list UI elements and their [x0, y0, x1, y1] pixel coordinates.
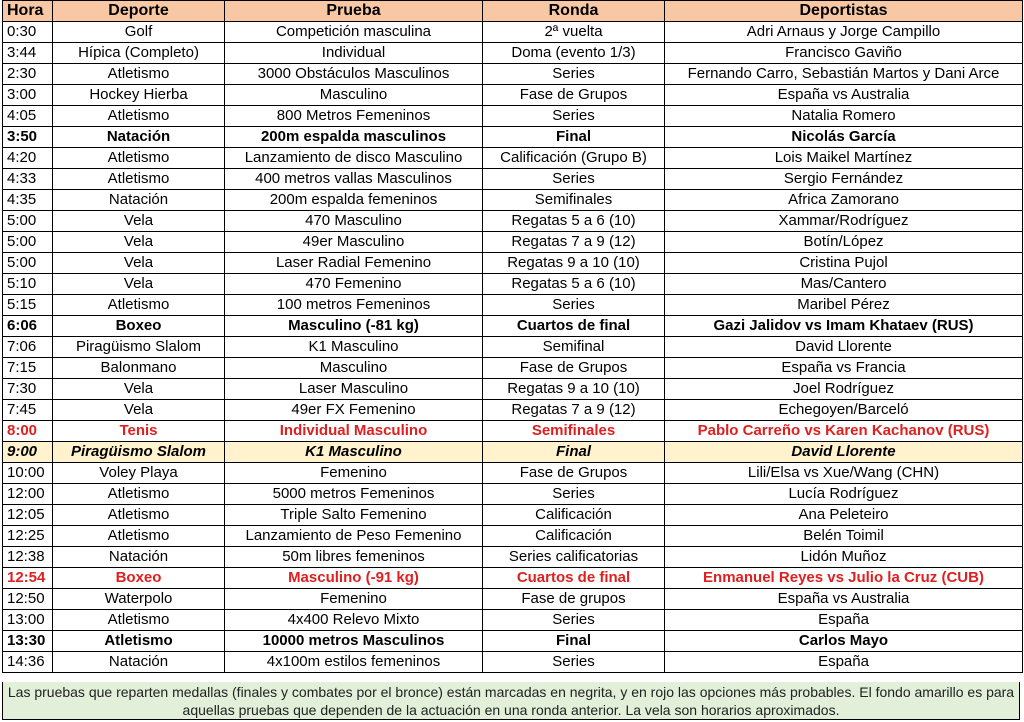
cell-deportistas: Lucía Rodríguez — [665, 484, 1023, 505]
cell-prueba: 400 metros vallas Masculinos — [225, 169, 483, 190]
cell-hora: 12:54 — [3, 568, 53, 589]
cell-ronda: Series — [483, 64, 665, 85]
table-row — [3, 631, 1023, 652]
cell-ronda: Regatas 9 a 10 (10) — [483, 379, 665, 400]
cell-hora: 13:00 — [3, 610, 53, 631]
cell-deporte: Piragüismo Slalom — [53, 442, 225, 463]
cell-prueba: 100 metros Femeninos — [225, 295, 483, 316]
cell-ronda: Series — [483, 610, 665, 631]
cell-prueba: 49er FX Femenino — [225, 400, 483, 421]
cell-hora: 3:00 — [3, 85, 53, 106]
cell-ronda: Regatas 5 a 6 (10) — [483, 274, 665, 295]
header-deportistas: Deportistas — [665, 1, 1023, 22]
cell-deporte: Atletismo — [53, 295, 225, 316]
cell-deportistas: Gazi Jalidov vs Imam Khataev (RUS) — [665, 316, 1023, 337]
cell-deportistas: Fernando Carro, Sebastián Martos y Dani Arce — [665, 64, 1023, 85]
cell-prueba: Individual — [225, 43, 483, 64]
cell-deportistas: Nicolás García — [665, 127, 1023, 148]
cell-deportistas: Maribel Pérez — [665, 295, 1023, 316]
cell-deportistas: Africa Zamorano — [665, 190, 1023, 211]
table-row — [3, 22, 1023, 43]
cell-deportistas: David Llorente — [665, 442, 1023, 463]
table-row — [3, 526, 1023, 547]
cell-deportistas: Pablo Carreño vs Karen Kachanov (RUS) — [665, 421, 1023, 442]
cell-ronda: Final — [483, 442, 665, 463]
table-row — [3, 547, 1023, 568]
cell-prueba: 200m espalda femeninos — [225, 190, 483, 211]
cell-hora: 5:00 — [3, 232, 53, 253]
cell-deporte: Atletismo — [53, 64, 225, 85]
cell-deporte: Atletismo — [53, 505, 225, 526]
cell-deportistas: Francisco Gaviño — [665, 43, 1023, 64]
cell-deportistas: España vs Australia — [665, 85, 1023, 106]
cell-hora: 4:33 — [3, 169, 53, 190]
cell-deporte: Atletismo — [53, 526, 225, 547]
cell-deportistas: Sergio Fernández — [665, 169, 1023, 190]
footnote: Las pruebas que reparten medallas (finales y combates por el bronce) están marcadas en negrita, y en rojo las opciones más probables. El fondo amarillo es para aquellas pruebas que dependen de la actuación en una ronda anterior. La vela son horarios aproximados. — [2, 682, 1020, 720]
cell-prueba: 470 Masculino — [225, 211, 483, 232]
cell-prueba: Femenino — [225, 589, 483, 610]
cell-prueba: Lanzamiento de Peso Femenino — [225, 526, 483, 547]
cell-deportistas: Botín/López — [665, 232, 1023, 253]
cell-deportistas: Xammar/Rodríguez — [665, 211, 1023, 232]
cell-hora: 13:30 — [3, 631, 53, 652]
cell-deporte: Atletismo — [53, 148, 225, 169]
cell-prueba: Laser Masculino — [225, 379, 483, 400]
cell-ronda: Calificación — [483, 526, 665, 547]
cell-deportistas: Ana Peleteiro — [665, 505, 1023, 526]
cell-hora: 5:00 — [3, 253, 53, 274]
cell-prueba: 5000 metros Femeninos — [225, 484, 483, 505]
cell-prueba: Masculino — [225, 358, 483, 379]
table-row — [3, 589, 1023, 610]
cell-prueba: K1 Masculino — [225, 337, 483, 358]
cell-prueba: Masculino — [225, 85, 483, 106]
cell-deporte: Hípica (Completo) — [53, 43, 225, 64]
cell-deporte: Vela — [53, 232, 225, 253]
cell-deporte: Tenis — [53, 421, 225, 442]
cell-prueba: 3000 Obstáculos Masculinos — [225, 64, 483, 85]
cell-hora: 3:44 — [3, 43, 53, 64]
cell-ronda: Regatas 5 a 6 (10) — [483, 211, 665, 232]
cell-hora: 12:38 — [3, 547, 53, 568]
cell-hora: 5:10 — [3, 274, 53, 295]
cell-ronda: Fase de Grupos — [483, 463, 665, 484]
cell-ronda: Series calificatorias — [483, 547, 665, 568]
cell-deporte: Vela — [53, 274, 225, 295]
cell-hora: 12:50 — [3, 589, 53, 610]
cell-hora: 9:00 — [3, 442, 53, 463]
cell-deporte: Natación — [53, 652, 225, 673]
cell-deporte: Atletismo — [53, 631, 225, 652]
cell-prueba: 50m libres femeninos — [225, 547, 483, 568]
cell-deportistas: Lidón Muñoz — [665, 547, 1023, 568]
cell-prueba: 470 Femenino — [225, 274, 483, 295]
table-row — [3, 211, 1023, 232]
cell-hora: 14:36 — [3, 652, 53, 673]
cell-hora: 5:00 — [3, 211, 53, 232]
cell-prueba: K1 Masculino — [225, 442, 483, 463]
cell-prueba: 49er Masculino — [225, 232, 483, 253]
header-ronda: Ronda — [483, 1, 665, 22]
cell-hora: 7:06 — [3, 337, 53, 358]
cell-deportistas: Joel Rodríguez — [665, 379, 1023, 400]
cell-deportistas: España — [665, 652, 1023, 673]
cell-prueba: Individual Masculino — [225, 421, 483, 442]
cell-deporte: Boxeo — [53, 316, 225, 337]
cell-ronda: Series — [483, 484, 665, 505]
cell-hora: 2:30 — [3, 64, 53, 85]
cell-deporte: Atletismo — [53, 169, 225, 190]
table-row — [3, 358, 1023, 379]
table-row — [3, 568, 1023, 589]
cell-hora: 7:30 — [3, 379, 53, 400]
cell-prueba: Lanzamiento de disco Masculino — [225, 148, 483, 169]
cell-ronda: Fase de Grupos — [483, 358, 665, 379]
cell-ronda: Final — [483, 127, 665, 148]
cell-hora: 12:25 — [3, 526, 53, 547]
cell-ronda: Cuartos de final — [483, 568, 665, 589]
cell-ronda: Series — [483, 295, 665, 316]
cell-hora: 4:35 — [3, 190, 53, 211]
cell-hora: 4:05 — [3, 106, 53, 127]
cell-deportistas: España vs Francia — [665, 358, 1023, 379]
table-row — [3, 127, 1023, 148]
header-deporte: Deporte — [53, 1, 225, 22]
cell-hora: 5:15 — [3, 295, 53, 316]
header-prueba: Prueba — [225, 1, 483, 22]
cell-deporte: Atletismo — [53, 106, 225, 127]
table-row — [3, 379, 1023, 400]
table-row — [3, 337, 1023, 358]
cell-deporte: Vela — [53, 211, 225, 232]
table-row — [3, 232, 1023, 253]
cell-hora: 10:00 — [3, 463, 53, 484]
cell-deporte: Natación — [53, 190, 225, 211]
cell-prueba: Femenino — [225, 463, 483, 484]
table-row — [3, 106, 1023, 127]
cell-hora: 12:00 — [3, 484, 53, 505]
cell-deportistas: Echegoyen/Barceló — [665, 400, 1023, 421]
cell-hora: 0:30 — [3, 22, 53, 43]
cell-deportistas: España vs Australia — [665, 589, 1023, 610]
cell-deportistas: Belén Toimil — [665, 526, 1023, 547]
cell-deportistas: Cristina Pujol — [665, 253, 1023, 274]
cell-deportistas: Carlos Mayo — [665, 631, 1023, 652]
cell-prueba: 4x100m estilos femeninos — [225, 652, 483, 673]
cell-ronda: Regatas 7 a 9 (12) — [483, 232, 665, 253]
cell-hora: 8:00 — [3, 421, 53, 442]
table-row — [3, 505, 1023, 526]
table-row — [3, 85, 1023, 106]
cell-prueba: Triple Salto Femenino — [225, 505, 483, 526]
table-row — [3, 442, 1023, 463]
cell-deporte: Vela — [53, 253, 225, 274]
cell-deporte: Vela — [53, 379, 225, 400]
cell-prueba: Masculino (-91 kg) — [225, 568, 483, 589]
cell-ronda: 2ª vuelta — [483, 22, 665, 43]
cell-ronda: Regatas 9 a 10 (10) — [483, 253, 665, 274]
table-row — [3, 253, 1023, 274]
cell-deporte: Atletismo — [53, 484, 225, 505]
cell-ronda: Semifinales — [483, 421, 665, 442]
cell-ronda: Regatas 7 a 9 (12) — [483, 400, 665, 421]
header-hora: Hora — [3, 1, 53, 22]
table-row — [3, 295, 1023, 316]
cell-ronda: Series — [483, 652, 665, 673]
cell-prueba: Competición masculina — [225, 22, 483, 43]
cell-hora: 3:50 — [3, 127, 53, 148]
cell-deporte: Waterpolo — [53, 589, 225, 610]
cell-ronda: Doma (evento 1/3) — [483, 43, 665, 64]
cell-deporte: Atletismo — [53, 610, 225, 631]
table-row — [3, 400, 1023, 421]
cell-deportistas: Enmanuel Reyes vs Julio la Cruz (CUB) — [665, 568, 1023, 589]
cell-deportistas: España — [665, 610, 1023, 631]
cell-ronda: Final — [483, 631, 665, 652]
cell-hora: 7:45 — [3, 400, 53, 421]
table-row — [3, 169, 1023, 190]
cell-deporte: Vela — [53, 400, 225, 421]
table-row — [3, 274, 1023, 295]
cell-ronda: Semifinales — [483, 190, 665, 211]
table-row — [3, 463, 1023, 484]
cell-deporte: Hockey Hierba — [53, 85, 225, 106]
cell-ronda: Fase de Grupos — [483, 85, 665, 106]
cell-hora: 4:20 — [3, 148, 53, 169]
cell-deportistas: Adri Arnaus y Jorge Campillo — [665, 22, 1023, 43]
cell-deporte: Natación — [53, 547, 225, 568]
cell-deportistas: Lois Maikel Martínez — [665, 148, 1023, 169]
cell-prueba: 10000 metros Masculinos — [225, 631, 483, 652]
table-row — [3, 190, 1023, 211]
table-body — [3, 22, 1023, 673]
table-row — [3, 421, 1023, 442]
cell-prueba: 200m espalda masculinos — [225, 127, 483, 148]
cell-deporte: Boxeo — [53, 568, 225, 589]
cell-deportistas: David Llorente — [665, 337, 1023, 358]
cell-deportistas: Lili/Elsa vs Xue/Wang (CHN) — [665, 463, 1023, 484]
table-row — [3, 64, 1023, 85]
header-row — [3, 1, 1023, 22]
cell-ronda: Calificación (Grupo B) — [483, 148, 665, 169]
cell-deporte: Piragüismo Slalom — [53, 337, 225, 358]
table-row — [3, 610, 1023, 631]
cell-hora: 12:05 — [3, 505, 53, 526]
schedule-table — [2, 0, 1023, 673]
table-row — [3, 652, 1023, 673]
cell-ronda: Fase de grupos — [483, 589, 665, 610]
cell-ronda: Series — [483, 169, 665, 190]
cell-ronda: Series — [483, 106, 665, 127]
cell-deportistas: Natalia Romero — [665, 106, 1023, 127]
cell-ronda: Cuartos de final — [483, 316, 665, 337]
cell-ronda: Semifinal — [483, 337, 665, 358]
cell-deporte: Golf — [53, 22, 225, 43]
cell-prueba: Laser Radial Femenino — [225, 253, 483, 274]
cell-deporte: Voley Playa — [53, 463, 225, 484]
cell-prueba: Masculino (-81 kg) — [225, 316, 483, 337]
cell-hora: 7:15 — [3, 358, 53, 379]
cell-prueba: 800 Metros Femeninos — [225, 106, 483, 127]
table-row — [3, 484, 1023, 505]
cell-deportistas: Mas/Cantero — [665, 274, 1023, 295]
table-row — [3, 316, 1023, 337]
cell-hora: 6:06 — [3, 316, 53, 337]
table-row — [3, 148, 1023, 169]
cell-deporte: Balonmano — [53, 358, 225, 379]
table-row — [3, 43, 1023, 64]
cell-ronda: Calificación — [483, 505, 665, 526]
cell-prueba: 4x400 Relevo Mixto — [225, 610, 483, 631]
cell-deporte: Natación — [53, 127, 225, 148]
